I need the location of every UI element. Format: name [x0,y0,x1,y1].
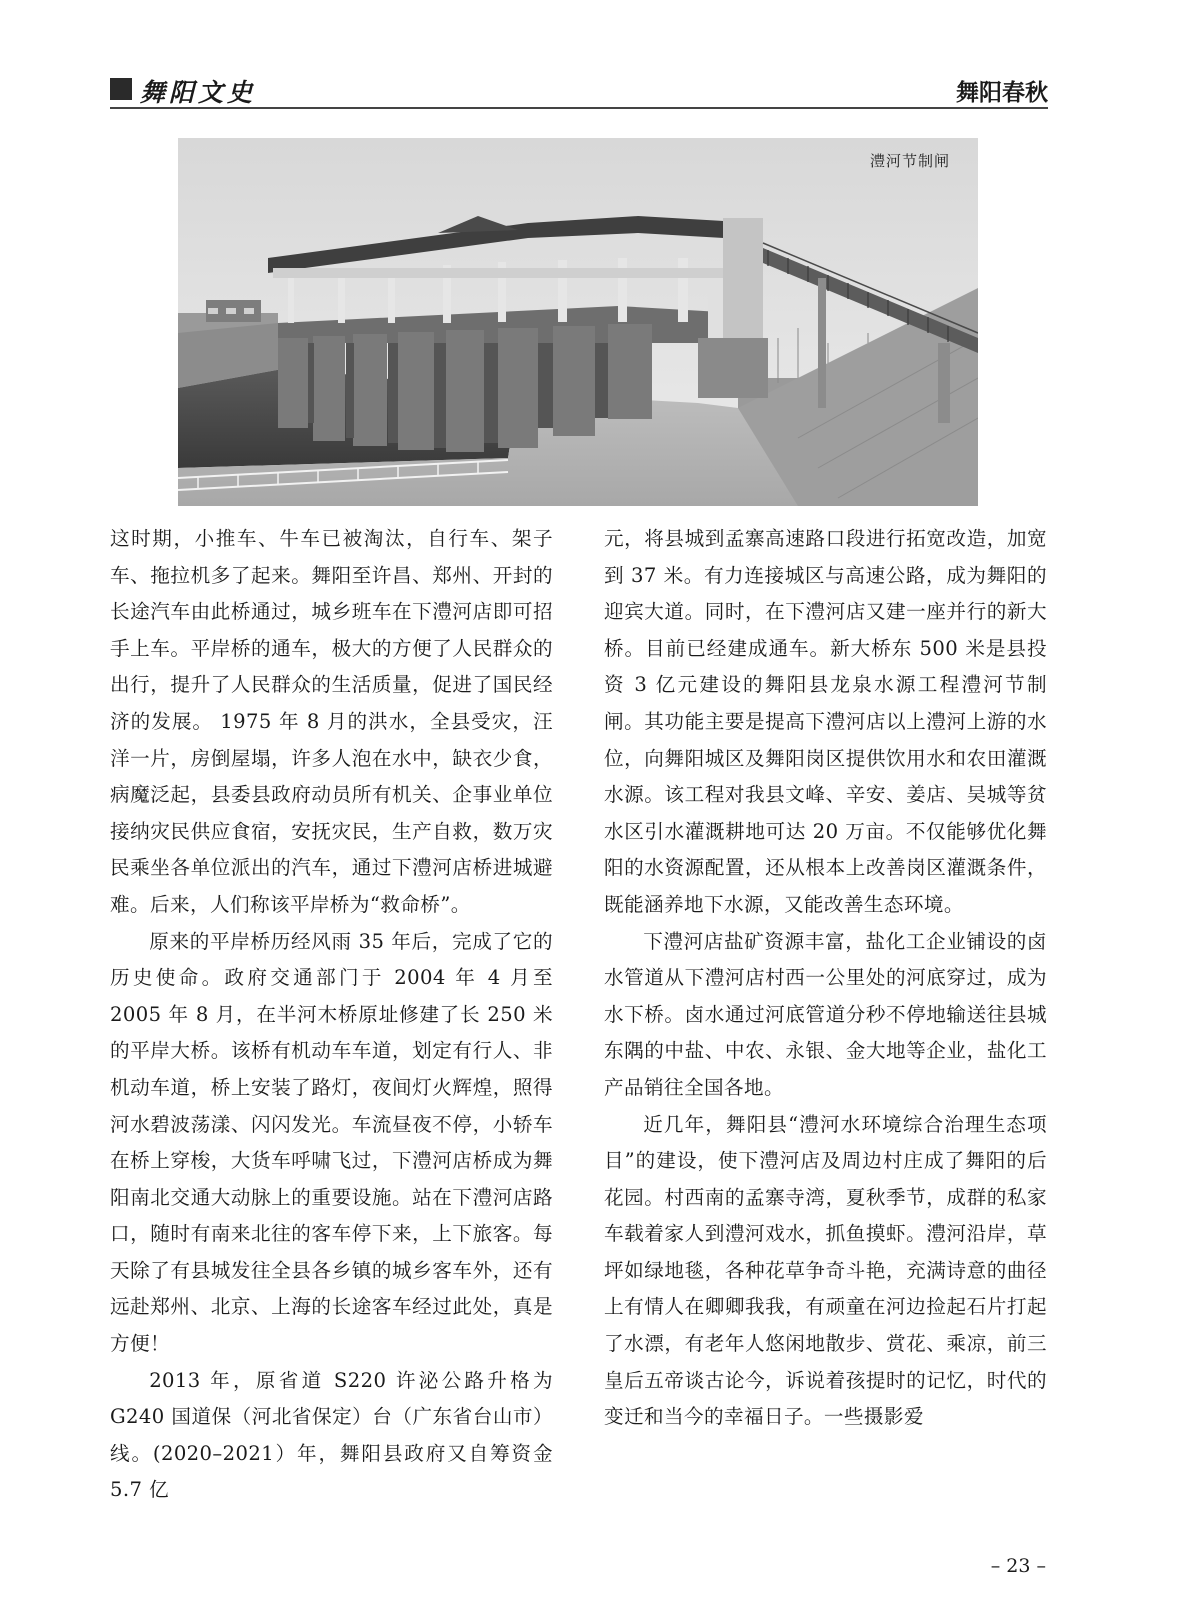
header-square-mark [110,78,132,100]
page-number: – 23 – [990,1555,1046,1577]
left-text-column [110,521,553,1509]
header-left-title: 舞阳文史 [140,78,257,107]
sluice-gate-photo [178,138,978,506]
page-header [110,72,1048,106]
header-right-title: 舞阳春秋 [956,80,1048,106]
photo-caption: 澧河节制闸 [869,152,950,170]
right-paragraph-1: 元，将县城到孟寨高速路口段进行拓宽改造，加宽到 37 米。有力连接城区与高速公路，成为舞阳的迎宾大道。同时，在下澧河店又建一座并行的新大桥。目前已经建成通车。新大桥东 500 米是县投资 3 亿元建设的舞阳县龙泉水源工程澧河节制闸。其功能主要是提高下澧河店以上澧河上游的水位，向舞阳城区及舞阳岗区提供饮用水和农田灌溉水源。该工程对我县文峰、辛安、姜店、吴城等贫水区引水灌溉耕地可达 20 万亩。不仅能够优化舞阳的水资源配置，还从根本上改善岗区灌溉条件，既能涵养地下水源，又能改善生态环境。 [604,527,1047,916]
left-paragraph-1: 这时期，小推车、牛车已被淘汰，自行车、架子车、拖拉机多了起来。舞阳至许昌、郑州、开封的长途汽车由此桥通过，城乡班车在下澧河店即可招手上车。平岸桥的通车，极大的方便了人民群众的出行，提升了人民群众的生活质量，促进了国民经济的发展。 1975 年 8 月的洪水，全县受灾，汪洋一片，房倒屋塌，许多人泡在水中，缺衣少食，病魔泛起，县委县政府动员所有机关、企事业单位接纳灾民供应食宿，安抚灾民，生产自救，数万灾民乘坐各单位派出的汽车，通过下澧河店桥进城避难。后来，人们称该平岸桥为“救命桥”。 [110,527,553,916]
right-text-column [604,521,1047,1436]
header-rule [110,107,1048,109]
sluice-gate-illustration [178,138,978,506]
right-paragraph-3: 近几年，舞阳县“澧河水环境综合治理生态项目”的建设，使下澧河店及周边村庄成了舞阳的后花园。村西南的孟寨寺湾，夏秋季节，成群的私家车载着家人到澧河戏水，抓鱼摸虾。澧河沿岸，草坪如绿地毯，各种花草争奇斗艳，充满诗意的曲径上有情人在卿卿我我，有顽童在河边捡起石片打起了水漂，有老年人悠闲地散步、赏花、乘凉，前三皇后五帝谈古论今，诉说着孩提时的记忆，时代的变迁和当今的幸福日子。一些摄影爱 [604,1112,1047,1429]
left-paragraph-2: 原来的平岸桥历经风雨 35 年后，完成了它的历史使命。政府交通部门于 2004 年 4 月至 2005 年 8 月，在半河木桥原址修建了长 250 米的平岸大桥。该桥有机动车车道，划定有行人、非机动车道，桥上安装了路灯，夜间灯火辉煌，照得河水碧波荡漾、闪闪发光。车流昼夜不停，小轿车在桥上穿梭，大货车呼啸飞过，下澧河店桥成为舞阳南北交通大动脉上的重要设施。站在下澧河店路口，随时有南来北往的客车停下来，上下旅客。每天除了有县城发往全县各乡镇的城乡客车外，还有远赴郑州、北京、上海的长途客车经过此处，真是方便！ [110,929,553,1356]
right-paragraph-2: 下澧河店盐矿资源丰富，盐化工企业铺设的卤水管道从下澧河店村西一公里处的河底穿过，成为水下桥。卤水通过河底管道分秒不停地输送往县城东隅的中盐、中农、永银、金大地等企业，盐化工产品销往全国各地。 [604,929,1047,1099]
left-paragraph-3: 2013 年，原省道 S220 许泌公路升格为 G240 国道保（河北省保定）台（广东省台山市）线。(2020–2021）年，舞阳县政府又自筹资金 5.7 亿 [110,1368,553,1502]
